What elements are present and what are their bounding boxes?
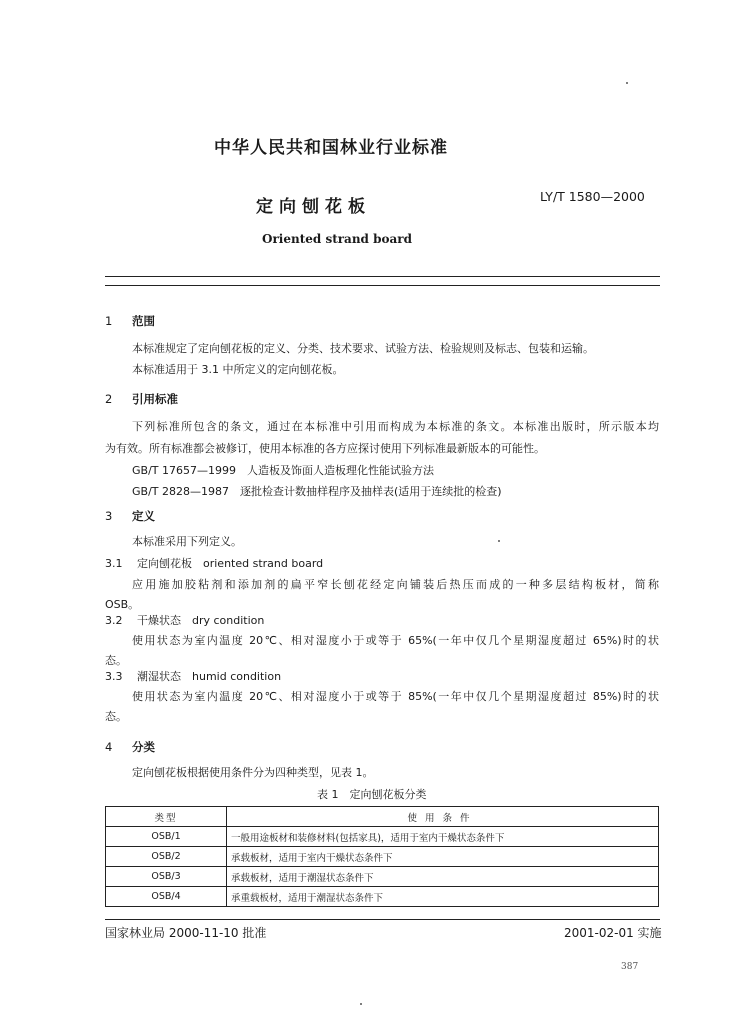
reference-standard-2: GB/T 2828—1987 逐批检查计数抽样程序及抽样表(适用于连续批的检查) [132,485,502,498]
table-header-row [106,807,659,827]
definition-title: 干燥状态 dry condition [137,614,265,627]
table-cell-type: OSB/4 [106,887,227,907]
table-row [106,827,659,847]
section-number: 1 [105,314,113,328]
table-cell-usage: 承重载板材，适用于潮湿状态条件下 [227,887,659,907]
table-header-usage: 使用条件 [227,807,659,827]
definition-title: 潮湿状态 humid condition [137,670,282,683]
approval-date: 国家林业局 2000-11-10 批准 [105,926,267,940]
classification-table [105,806,659,907]
page-number: 387 [621,962,639,972]
table-row [106,887,659,907]
section-3-paragraph: 本标准采用下列定义。 [132,535,242,548]
definition-3-2-heading [105,612,264,628]
definition-number: 3.3 [105,670,123,683]
definition-3-1-heading [105,555,323,571]
section-2-heading [105,391,178,407]
scan-speck [360,1003,362,1005]
section-number: 2 [105,392,113,406]
header-rule-top [105,276,660,277]
footer-rule [105,919,660,920]
section-title: 分类 [132,740,155,754]
section-number: 4 [105,740,113,754]
table-cell-usage: 一般用途板材和装修材料(包括家具)，适用于室内干燥状态条件下 [227,827,659,847]
section-4-paragraph: 定向刨花板根据使用条件分为四种类型，见表 1。 [132,766,374,779]
definition-3-1-text-line-2: OSB。 [105,598,140,611]
definition-number: 3.1 [105,557,123,570]
scan-speck [498,540,500,542]
definition-3-2-text-line-2: 态。 [105,654,127,667]
table-caption: 表 1 定向刨花板分类 [317,788,427,801]
table-cell-type: OSB/1 [106,827,227,847]
section-title: 定义 [132,509,155,523]
definition-number: 3.2 [105,614,123,627]
table-cell-usage: 承载板材，适用于潮湿状态条件下 [227,867,659,887]
section-1-heading [105,313,155,329]
table-header-type: 类型 [106,807,227,827]
scan-speck [626,82,628,84]
definition-3-3-text-line-1: 使用状态为室内温度 20℃、相对湿度小于或等于 85%(一年中仅几个星期湿度超过 85%)时的状 [132,690,659,703]
definition-3-2-text-line-1: 使用状态为室内温度 20℃、相对湿度小于或等于 65%(一年中仅几个星期湿度超过 65%)时的状 [132,634,659,647]
section-number: 3 [105,509,113,523]
section-title: 引用标准 [132,392,178,406]
table-cell-usage: 承载板材，适用于室内干燥状态条件下 [227,847,659,867]
standard-code: LY/T 1580—2000 [540,189,645,204]
header-rule-bottom [105,285,660,286]
section-4-heading [105,739,155,755]
definition-3-1-text-line-1: 应用施加胶粘剂和添加剂的扁平窄长刨花经定向铺装后热压而成的一种多层结构板材，简称 [132,578,659,591]
table-row [106,867,659,887]
standard-organization: 中华人民共和国林业行业标准 [214,138,448,158]
section-title: 范围 [132,314,155,328]
section-2-paragraph-line-1: 下列标准所包含的条文，通过在本标准中引用而构成为本标准的条文。本标准出版时，所示版本均 [132,420,659,433]
definition-title: 定向刨花板 oriented strand board [137,557,324,570]
section-1-paragraph-2: 本标准适用于 3.1 中所定义的定向刨花板。 [132,363,344,376]
section-2-paragraph-line-2: 为有效。所有标准都会被修订，使用本标准的各方应探讨使用下列标准最新版本的可能性。 [105,442,545,455]
document-title: 定向刨花板 [256,197,371,217]
table-cell-type: OSB/3 [106,867,227,887]
english-title: Oriented strand board [262,232,413,246]
definition-3-3-heading [105,668,281,684]
definition-3-3-text-line-2: 态。 [105,710,127,723]
reference-standard-1: GB/T 17657—1999 人造板及饰面人造板理化性能试验方法 [132,464,434,477]
section-1-paragraph-1: 本标准规定了定向刨花板的定义、分类、技术要求、试验方法、检验规则及标志、包装和运输。 [132,342,594,355]
section-3-heading [105,508,155,524]
table-cell-type: OSB/2 [106,847,227,867]
table-row [106,847,659,867]
effective-date: 2001-02-01 实施 [564,926,662,940]
